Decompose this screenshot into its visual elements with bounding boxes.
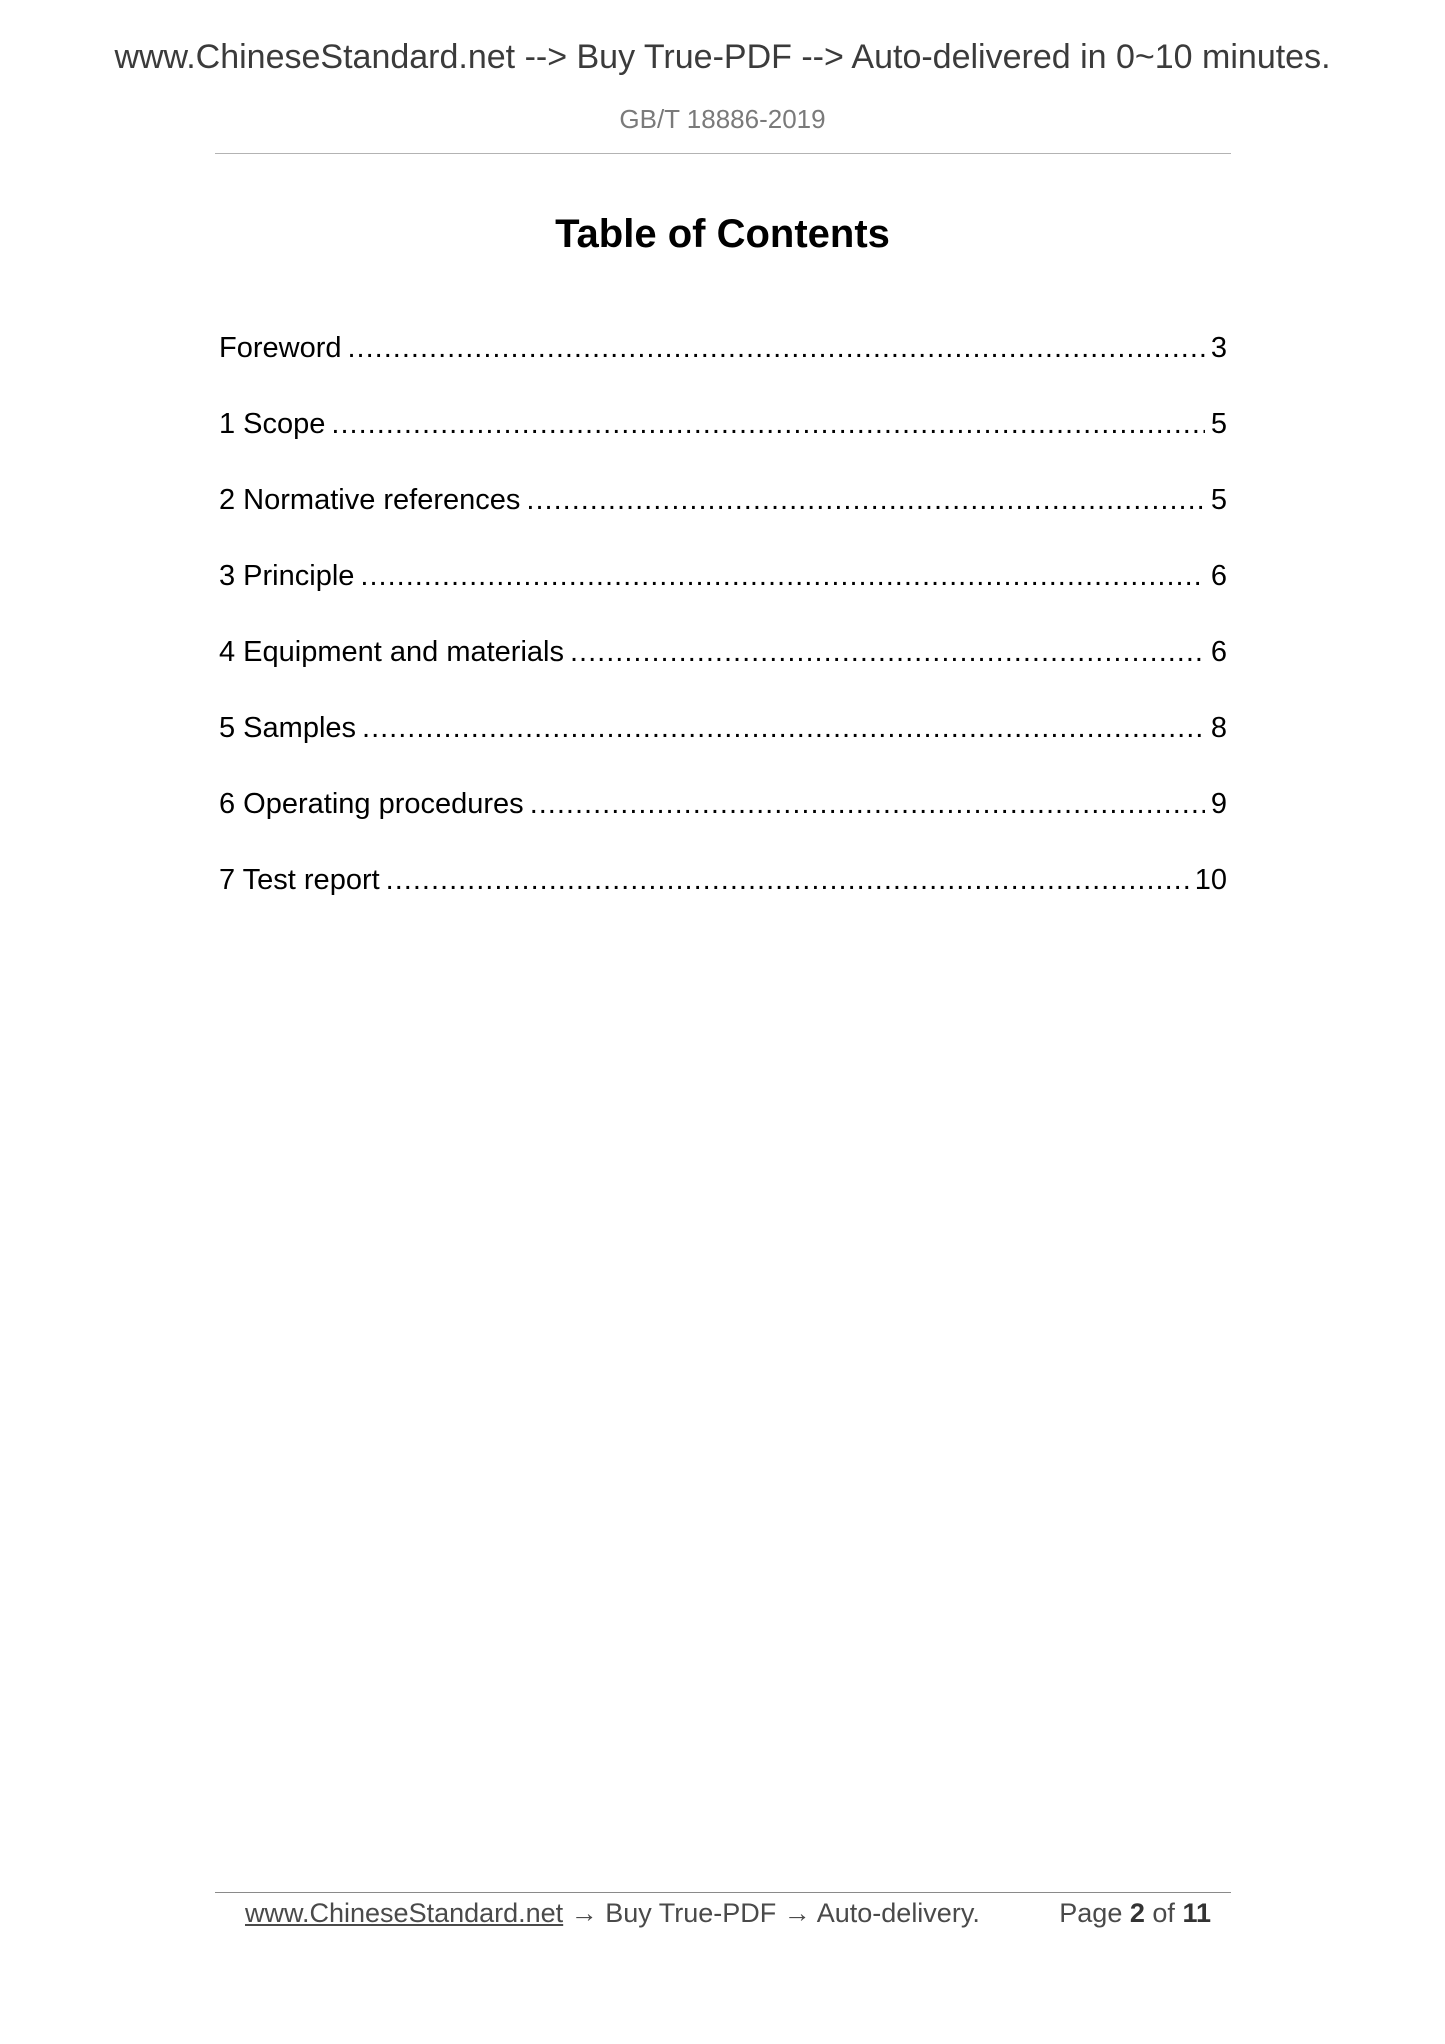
dot-leader bbox=[530, 788, 1205, 821]
current-page: 2 bbox=[1129, 1898, 1145, 1928]
dot-leader bbox=[348, 332, 1205, 365]
dot-leader bbox=[570, 636, 1205, 669]
top-banner: www.ChineseStandard.net --> Buy True-PDF --> Auto-delivered in 0~10 minutes. bbox=[114, 38, 1331, 76]
toc-entry-page: 6 bbox=[1210, 559, 1227, 592]
of-word: of bbox=[1152, 1898, 1175, 1928]
toc-entry-page: 9 bbox=[1210, 787, 1227, 820]
toc-entry-label[interactable]: 2 Normative references bbox=[219, 483, 521, 516]
toc-entry-operating-procedures[interactable] bbox=[219, 766, 1227, 842]
toc-entry-label[interactable]: 3 Principle bbox=[219, 559, 355, 592]
toc-entry-page: 10 bbox=[1194, 863, 1227, 896]
dot-leader bbox=[331, 408, 1204, 441]
page-footer bbox=[245, 1898, 1211, 1938]
toc-entry-label[interactable]: 1 Scope bbox=[219, 407, 326, 440]
toc-entry-scope[interactable] bbox=[219, 386, 1227, 462]
footer-divider bbox=[215, 1892, 1231, 1893]
toc-entry-page: 8 bbox=[1210, 711, 1227, 744]
toc-entry-foreword[interactable] bbox=[219, 310, 1227, 386]
table-of-contents bbox=[219, 310, 1227, 918]
toc-entry-label[interactable]: 5 Samples bbox=[219, 711, 357, 744]
toc-entry-label[interactable]: Foreword bbox=[219, 331, 342, 364]
toc-entry-equipment-and-materials[interactable] bbox=[219, 614, 1227, 690]
total-pages: 11 bbox=[1182, 1898, 1211, 1928]
footer-site-link[interactable]: www.ChineseStandard.net bbox=[245, 1898, 564, 1928]
toc-entry-label[interactable]: 7 Test report bbox=[219, 863, 380, 896]
header-divider bbox=[215, 153, 1231, 154]
page-word: Page bbox=[1059, 1898, 1123, 1928]
toc-entry-samples[interactable] bbox=[219, 690, 1227, 766]
dot-leader bbox=[362, 712, 1205, 745]
toc-entry-label[interactable]: 4 Equipment and materials bbox=[219, 635, 564, 668]
toc-entry-label[interactable]: 6 Operating procedures bbox=[219, 787, 524, 820]
page-title: Table of Contents bbox=[555, 212, 890, 256]
toc-entry-page: 3 bbox=[1210, 331, 1227, 364]
dot-leader bbox=[526, 484, 1204, 517]
toc-entry-principle[interactable] bbox=[219, 538, 1227, 614]
toc-entry-page: 5 bbox=[1210, 407, 1227, 440]
dot-leader bbox=[386, 864, 1189, 897]
footer-tagline: → Buy True-PDF → Auto-delivery. bbox=[563, 1898, 980, 1928]
document-code: GB/T 18886-2019 bbox=[619, 104, 826, 134]
footer-promo bbox=[245, 1898, 980, 1929]
toc-entry-normative-references[interactable] bbox=[219, 462, 1227, 538]
page-number bbox=[1059, 1898, 1211, 1929]
toc-entry-test-report[interactable] bbox=[219, 842, 1227, 918]
toc-entry-page: 6 bbox=[1210, 635, 1227, 668]
toc-entry-page: 5 bbox=[1210, 483, 1227, 516]
dot-leader bbox=[360, 560, 1204, 593]
